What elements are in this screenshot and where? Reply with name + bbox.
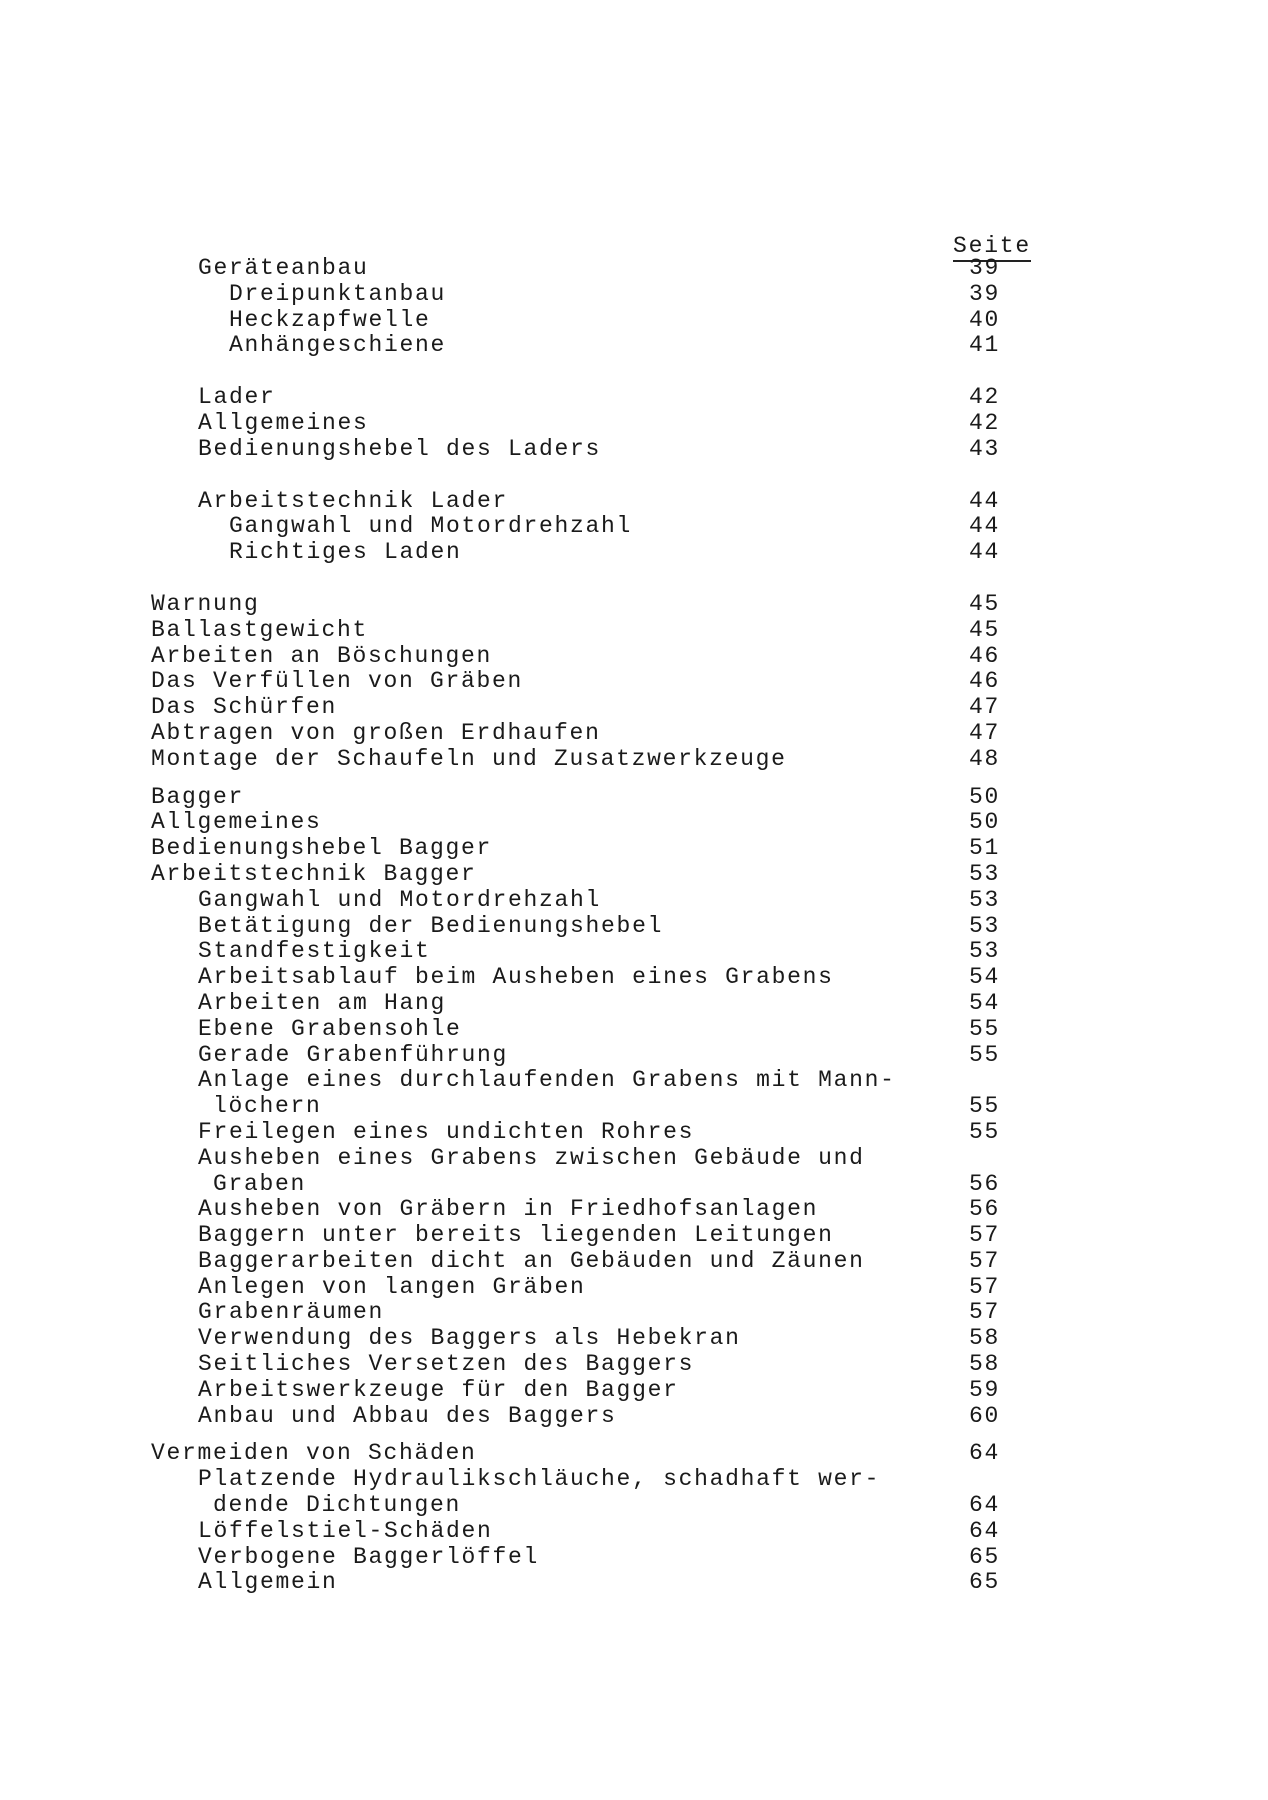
toc-page-number: 46	[968, 642, 1000, 669]
table-of-contents	[0, 256, 1268, 1596]
toc-page-number: 46	[968, 668, 1000, 695]
toc-page-number: 42	[968, 384, 1000, 411]
toc-entry-title: Arbeiten an Böschungen	[151, 642, 493, 669]
toc-entry	[0, 333, 1268, 359]
toc-entry-title: Verbogene Baggerlöffel	[198, 1543, 540, 1570]
toc-entry-title: Ballastgewicht	[151, 616, 369, 643]
toc-entry-title: Richtiges Laden	[229, 539, 462, 566]
toc-entry	[0, 540, 1268, 566]
toc-entry-title: Ausheben von Gräbern in Friedhofsanlagen	[198, 1196, 819, 1223]
toc-entry-title: Bagger	[151, 783, 245, 810]
toc-entry-title: Allgemeines	[198, 409, 369, 436]
toc-entry	[0, 437, 1268, 463]
toc-page-number: 59	[968, 1376, 1000, 1403]
toc-entry	[0, 385, 1268, 411]
toc-page-number: 53	[968, 860, 1000, 887]
toc-entry-title: Arbeitswerkzeuge für den Bagger	[198, 1376, 679, 1403]
toc-entry-title: Anlegen von langen Gräben	[198, 1273, 586, 1300]
toc-page-number: 50	[968, 809, 1000, 836]
toc-page-number: 50	[968, 783, 1000, 810]
toc-entry-title: Anhängeschiene	[229, 332, 447, 359]
toc-entry-title: Arbeitstechnik Bagger	[151, 860, 477, 887]
toc-page-number: 44	[968, 487, 1000, 514]
toc-section	[0, 489, 1268, 566]
toc-page-number: 53	[968, 886, 1000, 913]
toc-entry	[0, 747, 1268, 773]
toc-page-number: 42	[968, 409, 1000, 436]
toc-entry-title: Gangwahl und Motordrehzahl	[229, 513, 633, 540]
toc-page-number: 41	[968, 332, 1000, 359]
toc-entry-title: Abtragen von großen Erdhaufen	[151, 719, 601, 746]
toc-entry-title: Baggern unter bereits liegenden Leitungen	[198, 1222, 834, 1249]
toc-page-number: 54	[968, 989, 1000, 1016]
toc-page-number: 51	[968, 835, 1000, 862]
toc-section	[0, 385, 1268, 462]
toc-entry-continuation	[0, 1493, 1268, 1519]
toc-entry	[0, 1249, 1268, 1275]
toc-entry	[0, 411, 1268, 437]
toc-page-number: 47	[968, 694, 1000, 721]
toc-entry	[0, 810, 1268, 836]
toc-entry	[0, 618, 1268, 644]
toc-entry	[0, 695, 1268, 721]
toc-entry-title: Ebene Grabensohle	[198, 1015, 462, 1042]
toc-entry-title: Löffelstiel-Schäden	[198, 1517, 493, 1544]
toc-entry-title: Lader	[198, 384, 276, 411]
toc-entry-title: Geräteanbau	[198, 255, 369, 281]
toc-entry	[0, 862, 1268, 888]
toc-entry	[0, 939, 1268, 965]
toc-page-number: 56	[968, 1170, 1000, 1197]
toc-page-number: 58	[968, 1351, 1000, 1378]
toc-entry	[0, 1146, 1268, 1172]
toc-entry-title-continuation: dende Dichtungen	[213, 1492, 462, 1519]
toc-page-number: 57	[968, 1222, 1000, 1249]
toc-entry-title: Baggerarbeiten dicht an Gebäuden und Zäunen	[198, 1247, 865, 1274]
toc-page-number: 55	[968, 1093, 1000, 1120]
toc-entry	[0, 592, 1268, 618]
toc-page-number: 65	[968, 1569, 1000, 1596]
toc-entry	[0, 914, 1268, 940]
toc-section	[0, 785, 1268, 1430]
toc-entry-title: Bedienungshebel Bagger	[151, 835, 493, 862]
toc-entry-title: Arbeitstechnik Lader	[198, 487, 509, 514]
toc-entry-title: Arbeiten am Hang	[198, 989, 447, 1016]
toc-entry-title: Freilegen eines undichten Rohres	[198, 1118, 695, 1145]
toc-entry-title: Standfestigkeit	[198, 938, 431, 965]
toc-entry	[0, 1467, 1268, 1493]
toc-entry-title: Arbeitsablauf beim Ausheben eines Grabens	[198, 964, 834, 991]
toc-page-number: 44	[968, 539, 1000, 566]
toc-page-number: 53	[968, 938, 1000, 965]
toc-entry-title: Anbau und Abbau des Baggers	[198, 1402, 617, 1429]
toc-entry-title: Anlage eines durchlaufenden Grabens mit Mann-	[198, 1067, 896, 1094]
toc-entry-continuation	[0, 1172, 1268, 1198]
toc-entry-title: Gerade Grabenführung	[198, 1041, 509, 1068]
toc-entry	[0, 1352, 1268, 1378]
toc-entry	[0, 1545, 1268, 1571]
toc-entry-title-continuation: Graben	[213, 1170, 307, 1197]
toc-entry	[0, 1441, 1268, 1467]
toc-page-number: 53	[968, 912, 1000, 939]
toc-entry	[0, 514, 1268, 540]
toc-page-number: 45	[968, 590, 1000, 617]
toc-entry	[0, 256, 1268, 282]
page-column-header: Seite	[953, 232, 1031, 262]
toc-entry-title: Platzende Hydraulikschläuche, schadhaft wer-	[198, 1466, 881, 1493]
toc-entry	[0, 1326, 1268, 1352]
toc-entry	[0, 1404, 1268, 1430]
toc-entry-continuation	[0, 1094, 1268, 1120]
toc-page-number: 57	[968, 1273, 1000, 1300]
toc-entry	[0, 1223, 1268, 1249]
toc-page-number: 56	[968, 1196, 1000, 1223]
toc-entry	[0, 965, 1268, 991]
toc-page-number: 58	[968, 1325, 1000, 1352]
toc-entry-title: Das Verfüllen von Gräben	[151, 668, 524, 695]
toc-entry	[0, 1300, 1268, 1326]
toc-page-number: 43	[968, 435, 1000, 462]
toc-section	[0, 592, 1268, 773]
toc-entry-title: Verwendung des Baggers als Hebekran	[198, 1325, 741, 1352]
toc-entry-title-continuation: löchern	[213, 1093, 322, 1120]
toc-entry	[0, 1120, 1268, 1146]
toc-page-number: 54	[968, 964, 1000, 991]
toc-entry	[0, 1275, 1268, 1301]
toc-entry-title: Heckzapfwelle	[229, 306, 431, 333]
toc-page-number: 57	[968, 1247, 1000, 1274]
toc-entry	[0, 888, 1268, 914]
toc-entry-title: Allgemein	[198, 1569, 338, 1596]
toc-entry	[0, 1043, 1268, 1069]
toc-entry	[0, 489, 1268, 515]
toc-entry-title: Gangwahl und Motordrehzahl	[198, 886, 602, 913]
toc-page-number: 64	[968, 1517, 1000, 1544]
toc-entry	[0, 721, 1268, 747]
toc-entry	[0, 785, 1268, 811]
toc-entry	[0, 1017, 1268, 1043]
toc-entry	[0, 1068, 1268, 1094]
toc-entry	[0, 282, 1268, 308]
toc-entry	[0, 669, 1268, 695]
toc-entry	[0, 836, 1268, 862]
toc-entry-title: Grabenräumen	[198, 1299, 385, 1326]
toc-page-number: 55	[968, 1118, 1000, 1145]
toc-entry	[0, 1570, 1268, 1596]
toc-page-number: 45	[968, 616, 1000, 643]
toc-page-number: 60	[968, 1402, 1000, 1429]
toc-entry-title: Vermeiden von Schäden	[151, 1440, 477, 1467]
toc-page-number: 64	[968, 1440, 1000, 1467]
toc-entry	[0, 991, 1268, 1017]
toc-page-number: 55	[968, 1041, 1000, 1068]
toc-page-number: 47	[968, 719, 1000, 746]
toc-entry-title: Dreipunktanbau	[229, 280, 447, 307]
toc-entry-title: Montage der Schaufeln und Zusatzwerkzeuge	[151, 745, 787, 772]
toc-entry	[0, 308, 1268, 334]
toc-page-number: 39	[968, 255, 1000, 281]
toc-entry-title: Bedienungshebel des Laders	[198, 435, 602, 462]
toc-page-number: 65	[968, 1543, 1000, 1570]
toc-entry-title: Das Schürfen	[151, 694, 338, 721]
toc-page-number: 55	[968, 1015, 1000, 1042]
toc-page-number: 40	[968, 306, 1000, 333]
toc-page-number: 44	[968, 513, 1000, 540]
toc-section	[0, 256, 1268, 359]
toc-entry-title: Warnung	[151, 590, 260, 617]
toc-entry-title: Seitliches Versetzen des Baggers	[198, 1351, 695, 1378]
toc-entry-title: Ausheben eines Grabens zwischen Gebäude und	[198, 1144, 865, 1171]
toc-entry	[0, 1519, 1268, 1545]
toc-entry	[0, 644, 1268, 670]
toc-entry-title: Allgemeines	[151, 809, 322, 836]
toc-entry	[0, 1197, 1268, 1223]
toc-entry-title: Betätigung der Bedienungshebel	[198, 912, 664, 939]
toc-entry	[0, 1378, 1268, 1404]
toc-page-number: 57	[968, 1299, 1000, 1326]
toc-page-number: 48	[968, 745, 1000, 772]
toc-page-number: 39	[968, 280, 1000, 307]
toc-page-number: 64	[968, 1492, 1000, 1519]
toc-section	[0, 1441, 1268, 1596]
